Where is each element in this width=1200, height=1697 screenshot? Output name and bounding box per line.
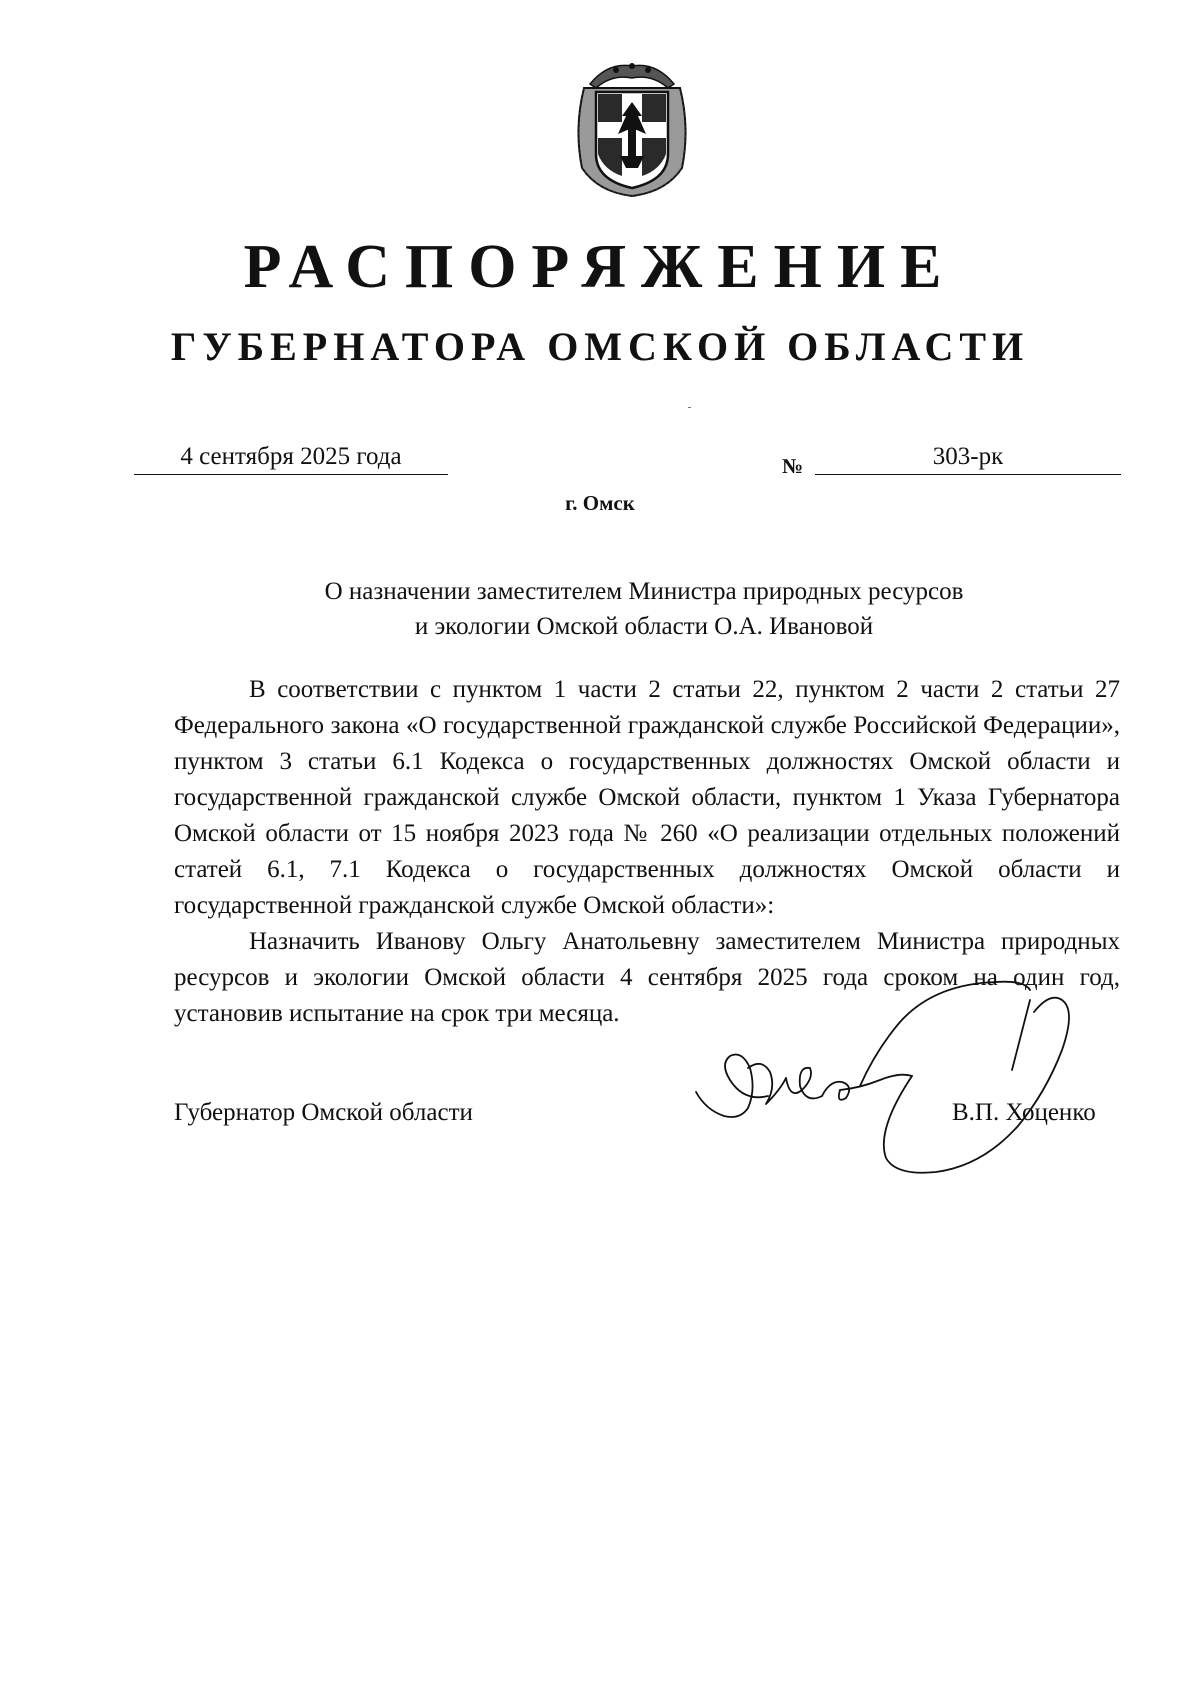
document-city: г. Омск bbox=[565, 491, 635, 515]
document-number: 303-рк bbox=[932, 443, 1004, 470]
subject-line-2: и экологии Омской области О.А. Ивановой bbox=[414, 613, 874, 640]
document-title: РАСПОРЯЖЕНИЕ bbox=[243, 233, 957, 301]
document-subject bbox=[200, 574, 1088, 644]
subject-line-1: О назначении заместителем Министра природных ресурсов bbox=[324, 578, 964, 605]
number-sign: № bbox=[782, 454, 804, 478]
body-paragraph-2: Назначить Иванову Ольгу Анатольевну заместителем Министра природных ресурсов и экологии Омской области 4 сентября 2025 года сроком на один год, установив испытание на срок три месяца. bbox=[174, 928, 1120, 1027]
signatory-name: В.П. Хоценко bbox=[952, 1099, 1096, 1126]
document-subtitle: ГУБЕРНАТОРА ОМСКОЙ ОБЛАСТИ bbox=[170, 324, 1030, 369]
document-date-field bbox=[134, 440, 448, 475]
handwritten-signature bbox=[690, 940, 1110, 1180]
body-paragraph-1: В соответствии с пунктом 1 части 2 статьи 22, пунктом 2 части 2 статьи 27 Федерального закона «О государственной гражданской службе Российской Федерации», пунктом 3 статьи 6.1 Кодекса о государственных должностях Омской области и государственной гражданской службе Омской области, пунктом 1 Указа Губернатора Омской области от 15 ноября 2023 года № 260 «О реализации отдельных положений статей 6.1, 7.1 Кодекса о государственных должностях Омской области и государственной гражданской службе Омской области»: bbox=[174, 676, 1120, 919]
coat-of-arms-icon bbox=[568, 58, 696, 198]
signatory-role: Губернатор Омской области bbox=[174, 1099, 473, 1126]
scan-speck bbox=[688, 407, 691, 408]
document-number-field bbox=[815, 440, 1121, 475]
document-date: 4 сентября 2025 года bbox=[180, 443, 402, 470]
